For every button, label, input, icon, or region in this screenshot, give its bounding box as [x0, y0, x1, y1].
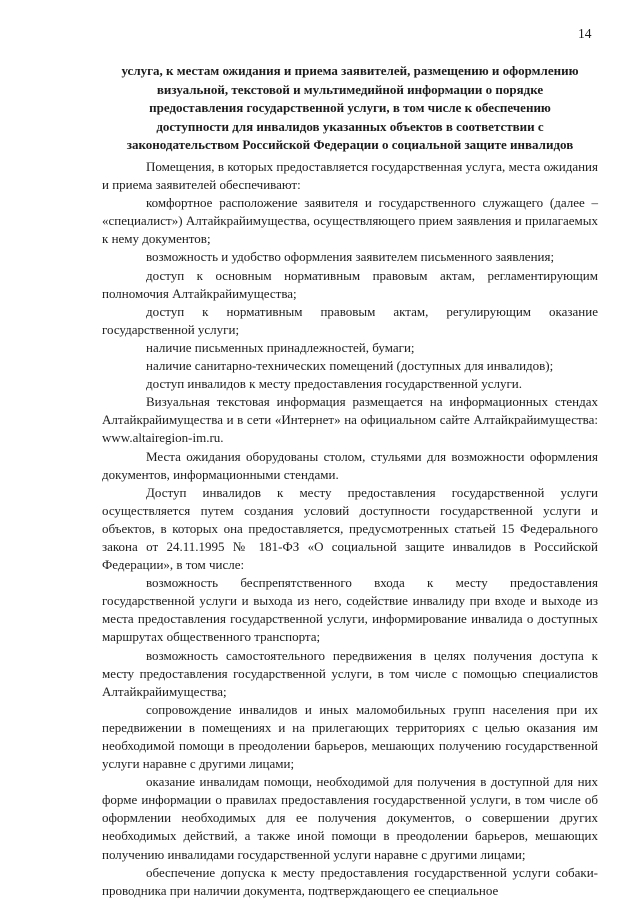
heading-line: законодательством Российской Федерации о социальной защите инвалидов: [126, 137, 574, 152]
paragraph: комфортное расположение заявителя и государственного служащего (далее – «специалист») Алтайкрайимущества, осуществляющего прием заявления и прилагаемых к нему документов;: [102, 195, 598, 247]
paragraph: возможность и удобство оформления заявителем письменного заявления;: [146, 249, 555, 265]
page-number: 14: [578, 26, 592, 41]
paragraph: оказание инвалидам помощи, необходимой для получения в доступной для них форме информации о правилах предоставления государственной услуги, в том числе об оформлении необходимых для ее получения документов, о совершении других необходимых действий, а также иной помощи в преодолении барьеров, мешающих получению инвалидами государственной услуги наравне с другими лицами;: [102, 774, 598, 862]
paragraph: обеспечение допуска к месту предоставления государственной услуги собаки-проводника при наличии документа, подтверждающего ее специальное: [102, 864, 598, 898]
paragraph: Визуальная текстовая информация размещается на информационных стендах Алтайкрайимущества и в сети «Интернет» на официальном сайте Алтайкрайимущества: www.altairegion-im.ru.: [102, 394, 598, 446]
paragraph: возможность самостоятельного передвижения в целях получения доступа к месту предоставления государственной услуги, в том числе с помощью специалистов Алтайкрайимущества;: [102, 647, 598, 699]
document-body: [102, 158, 598, 900]
heading-line: услуга, к местам ожидания и приема заявителей, размещению и оформлению: [121, 63, 579, 78]
section-heading: [100, 62, 600, 155]
paragraph: доступ к нормативным правовым актам, регулирующим оказание государственной услуги;: [102, 303, 598, 337]
heading-line: доступности для инвалидов указанных объектов в соответствии с: [156, 118, 544, 134]
heading-line: предоставления государственной услуги, в том числе к обеспечению: [149, 100, 551, 115]
paragraph: наличие письменных принадлежностей, бумаги;: [146, 339, 415, 355]
paragraph: наличие санитарно-технических помещений (доступных для инвалидов);: [146, 358, 554, 374]
paragraph: Места ожидания оборудованы столом, стульями для возможности оформления документов, информационными стендами.: [102, 448, 598, 482]
paragraph: возможность беспрепятственного входа к месту предоставления государственной услуги и выхода из него, содействие инвалиду при входе и выходе из места предоставления государственной услуги, информирование инвалида о доступных маршрутах общественного транспорта;: [102, 575, 598, 645]
paragraph: Доступ инвалидов к месту предоставления государственной услуги осуществляется путем создания условий доступности государственной услуги и объектов, в которых она предоставляется, предусмотренных статьей 15 Федерального закона от 24.11.1995 № 181-ФЗ «О социальной защите инвалидов в Российской Федерации», в том числе:: [102, 484, 598, 573]
paragraph: Помещения, в которых предоставляется государственная услуга, места ожидания и приема заявителей обеспечивают:: [102, 159, 598, 193]
paragraph: доступ инвалидов к месту предоставления государственной услуги.: [146, 376, 522, 392]
paragraph: сопровождение инвалидов и иных маломобильных групп населения при их передвижении в помещениях и на прилегающих территориях с целью оказания им необходимой помощи в преодолении барьеров, мешающих получению государственной услуги наравне с другими лицами;: [102, 701, 598, 772]
paragraph: доступ к основным нормативным правовым актам, регламентирующим полномочия Алтайкрайимущества;: [102, 267, 598, 301]
heading-line: визуальной, текстовой и мультимедийной информации о порядке: [156, 81, 544, 97]
